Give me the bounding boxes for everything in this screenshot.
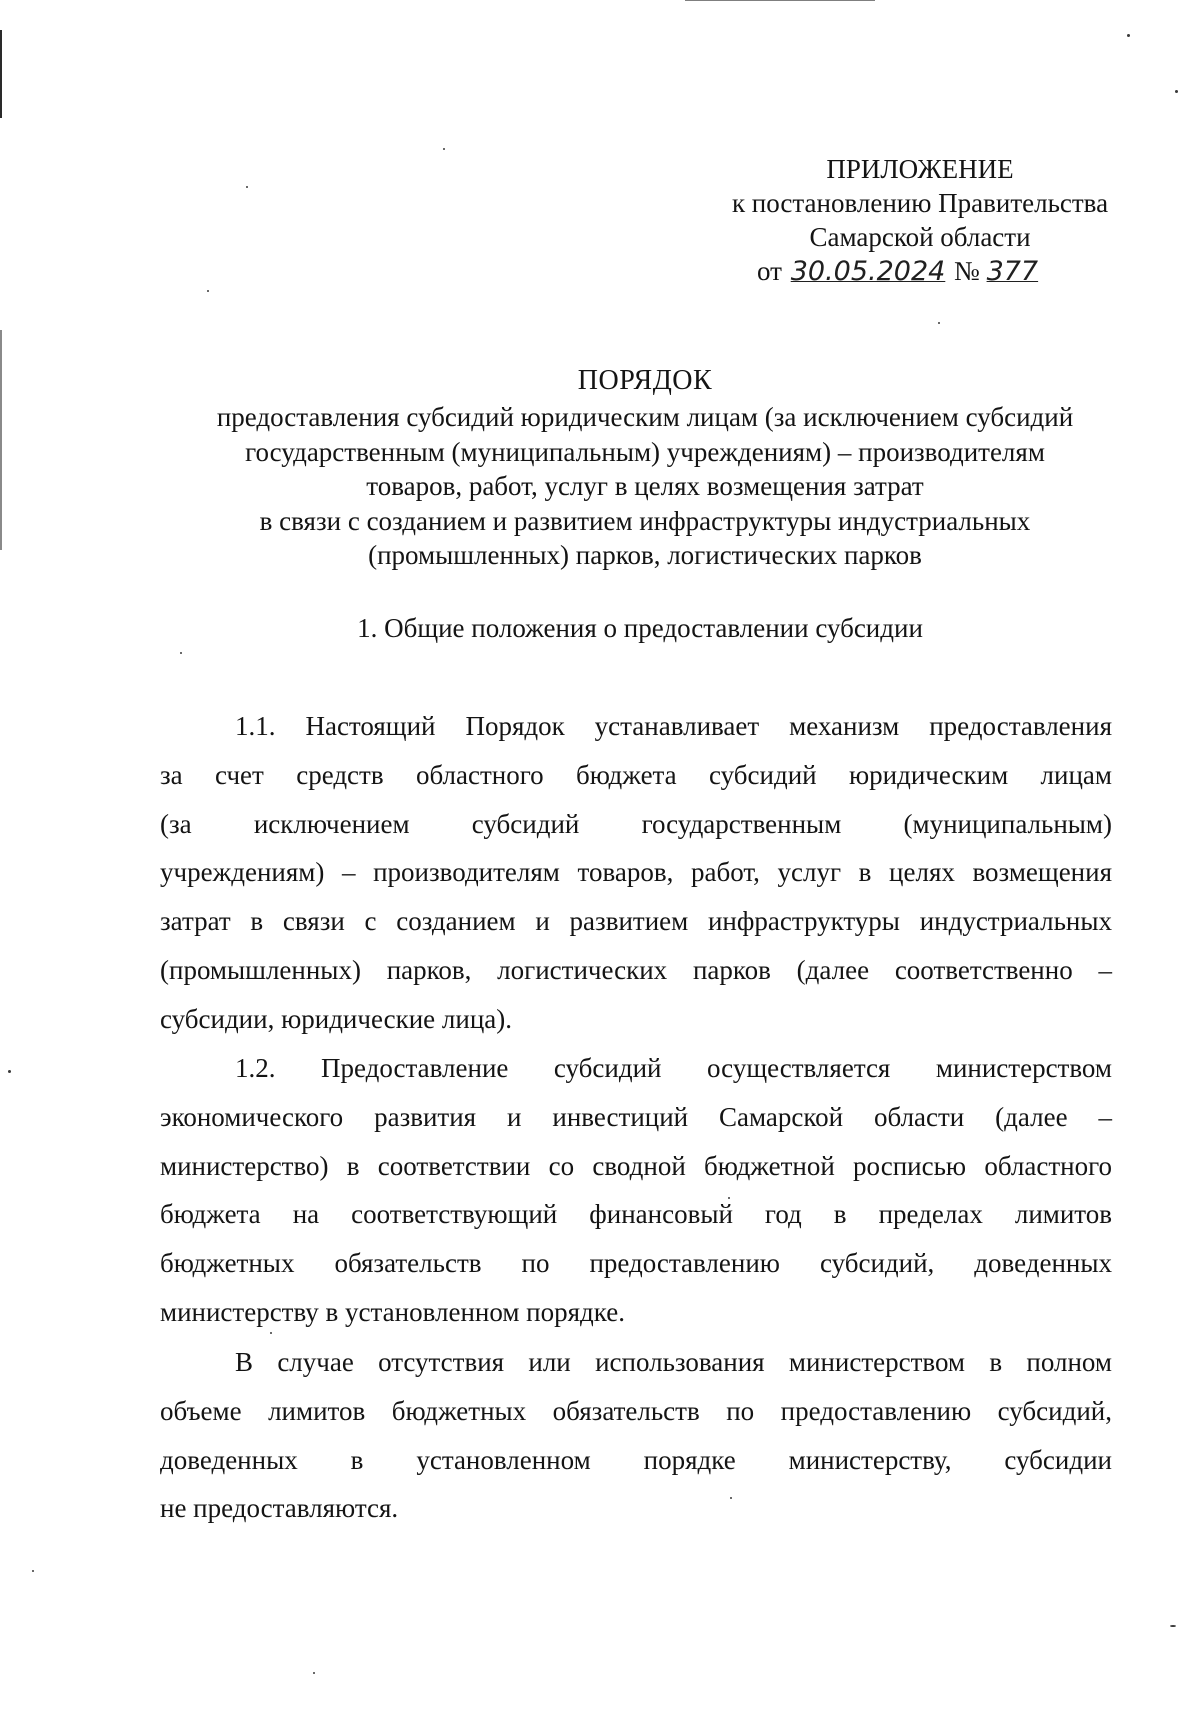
from-label: от: [757, 256, 782, 286]
scan-speck: [32, 1570, 34, 1572]
subtitle-line: в связи с созданием и развитием инфраструктуры индустриальных: [259, 505, 1031, 536]
paragraph-line: экономического развития и инвестиций Самарской области (далее –: [160, 1101, 1112, 1132]
document-subtitle: [160, 400, 1130, 573]
paragraph-line: (промышленных) парков, логистических парков (далее соответственно –: [160, 954, 1112, 985]
paragraph-line: министерству в установленном порядке.: [160, 1296, 625, 1327]
paragraph-line: субсидии, юридические лица).: [160, 1003, 513, 1034]
paragraph-line: 1.2. Предоставление субсидий осуществляется министерством: [235, 1053, 1112, 1083]
paragraph-line: не предоставляются.: [160, 1493, 399, 1524]
subtitle-line: государственным (муниципальным) учреждениям) – производителям: [245, 436, 1045, 467]
paragraph-line: затрат в связи с созданием и развитием инфраструктуры индустриальных: [160, 906, 1112, 937]
scan-speck: [313, 1672, 315, 1674]
scan-edge-mark: [0, 330, 2, 550]
paragraph-line: министерство) в соответствии со сводной бюджетной росписью областного: [160, 1150, 1112, 1181]
appendix-title: ПРИЛОЖЕНИЕ: [826, 154, 1014, 184]
paragraph-1-1: [160, 702, 1112, 1044]
scan-speck: [1127, 34, 1130, 37]
paragraph-line: объеме лимитов бюджетных обязательств по предоставлению субсидий,: [160, 1395, 1112, 1426]
scan-speck: [8, 1070, 11, 1073]
paragraph-1-2: [160, 1044, 1112, 1337]
paragraph-line: учреждениям) – производителям товаров, работ, услуг в целях возмещения: [160, 857, 1112, 888]
handwritten-number: 377: [986, 256, 1039, 287]
paragraph-line: доведенных в установленном порядке министерству, субсидии: [160, 1444, 1112, 1475]
appendix-line: Самарской области: [809, 222, 1031, 252]
scan-speck: [938, 322, 940, 324]
paragraph-line: бюджетных обязательств по предоставлению субсидий, доведенных: [160, 1248, 1112, 1279]
section-heading: 1. Общие положения о предоставлении субсидии: [357, 613, 923, 643]
scan-speck: [180, 652, 182, 654]
appendix-header: [700, 152, 1140, 254]
paragraph-limits: [160, 1338, 1112, 1533]
scan-top-mark: [685, 0, 875, 1]
paragraph-line: (за исключением субсидий государственным (муниципальным): [160, 808, 1112, 839]
subtitle-line: товаров, работ, услуг в целях возмещения затрат: [366, 471, 924, 501]
number-label: №: [954, 256, 980, 286]
appendix-line: к постановлению Правительства: [731, 188, 1109, 218]
scan-speck: [207, 290, 209, 292]
scan-speck: [443, 148, 445, 150]
decree-reference: [757, 254, 1038, 289]
paragraph-line: бюджета на соответствующий финансовый год в пределах лимитов: [160, 1199, 1112, 1230]
paragraph-line: В случае отсутствия или использования министерством в полном: [235, 1347, 1112, 1377]
subtitle-line: (промышленных) парков, логистических парков: [368, 540, 922, 570]
scan-speck: [1175, 90, 1178, 93]
subtitle-line: предоставления субсидий юридическим лицам (за исключением субсидий: [216, 402, 1074, 432]
handwritten-date: 30.05.2024: [790, 256, 946, 287]
paragraph-line: за счет средств областного бюджета субсидий юридическим лицам: [160, 759, 1112, 790]
scan-speck: [246, 186, 248, 188]
scan-speck: [1170, 1625, 1176, 1627]
paragraph-line: 1.1. Настоящий Порядок устанавливает механизм предоставления: [235, 711, 1112, 741]
document-title: ПОРЯДОК: [577, 365, 713, 396]
scan-edge-mark: [0, 30, 2, 118]
